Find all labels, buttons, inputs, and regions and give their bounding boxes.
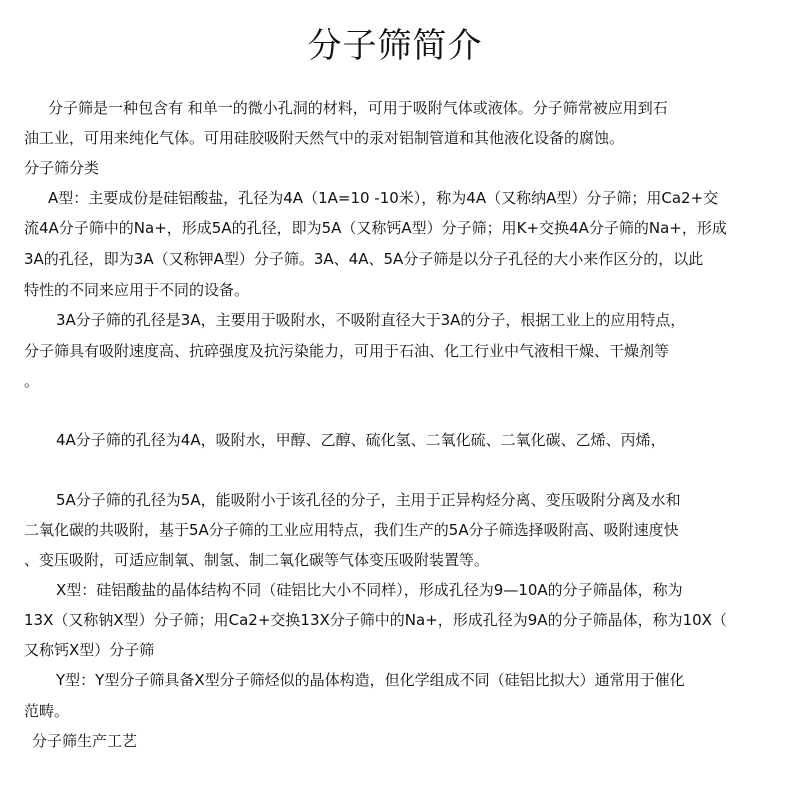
type-x-line-1: X型：硅铝酸盐的晶体结构不同（硅铝比大小不同样），形成孔径为9—10A的分子筛晶体，称为 bbox=[56, 581, 683, 599]
type-x-line-2: 13X（又称钠X型）分子筛；用Ca2+交换13X分子筛中的Na+，形成孔径为9A的分子筛晶体，称为10X（ bbox=[24, 611, 727, 629]
type-5a-line-3: 、变压吸附，可适应制氧、制氢、制二氧化碳等气体变压吸附装置等。 bbox=[24, 551, 490, 569]
type-y-line-2: 范畴。 bbox=[24, 702, 70, 720]
type-y-line-1: Y型：Y型分子筛具备X型分子筛烃似的晶体构造，但化学组成不同（硅铝比拟大）通常用于催化 bbox=[56, 671, 685, 689]
section-heading-classification: 分子筛分类 bbox=[24, 159, 100, 177]
section-heading-process: 分子筛生产工艺 bbox=[32, 732, 138, 750]
page-title: 分子筛简介 bbox=[307, 26, 483, 66]
type-x-line-3: 又称钙X型）分子筛 bbox=[24, 641, 155, 659]
type-a-line-4: 特性的不同来应用于不同的设备。 bbox=[24, 281, 250, 299]
type-5a-line-2: 二氧化碳的共吸附，基于5A分子筛的工业应用特点，我们生产的5A分子筛选择吸附高、吸附速度快 bbox=[24, 521, 679, 539]
type-a-line-3: 3A的孔径，即为3A（又称钾A型）分子筛。3A、4A、5A分子筛是以分子孔径的大小来作区分的，以此 bbox=[24, 250, 704, 268]
intro-line-1: 分子筛是一种包含有 和单一的微小孔洞的材料，可用于吸附气体或液体。分子筛常被应用到石 bbox=[48, 99, 668, 117]
type-5a-line-1: 5A分子筛的孔径为5A，能吸附小于该孔径的分子，主用于正异构烃分离、变压吸附分离及水和 bbox=[56, 491, 681, 509]
type-3a-line-3: 。 bbox=[24, 372, 40, 390]
type-3a-line-1: 3A分子筛的孔径是3A，主要用于吸附水，不吸附直径大于3A的分子，根据工业上的应用特点， bbox=[56, 311, 686, 329]
type-a-line-2: 流4A分子筛中的Na+，形成5A的孔径，即为5A（又称钙A型）分子筛；用K+交换4A分子筛的Na+，形成 bbox=[24, 219, 727, 237]
type-a-line-1: A型：主要成份是硅铝酸盐，孔径为4A（1A=10 -10米），称为4A（又称纳A型）分子筛；用Ca2+交 bbox=[48, 189, 719, 207]
type-3a-line-2: 分子筛具有吸附速度高、抗碎强度及抗污染能力，可用于石油、化工行业中气液相干燥、干燥剂等 bbox=[24, 342, 670, 360]
type-4a-line-1: 4A分子筛的孔径为4A，吸附水，甲醇、乙醇、硫化氢、二氧化硫、二氧化碳、乙烯、丙烯， bbox=[56, 431, 666, 449]
intro-line-2: 油工业，可用来纯化气体。可用硅胶吸附天然气中的汞对铝制管道和其他液化设备的腐蚀。 bbox=[24, 129, 625, 147]
